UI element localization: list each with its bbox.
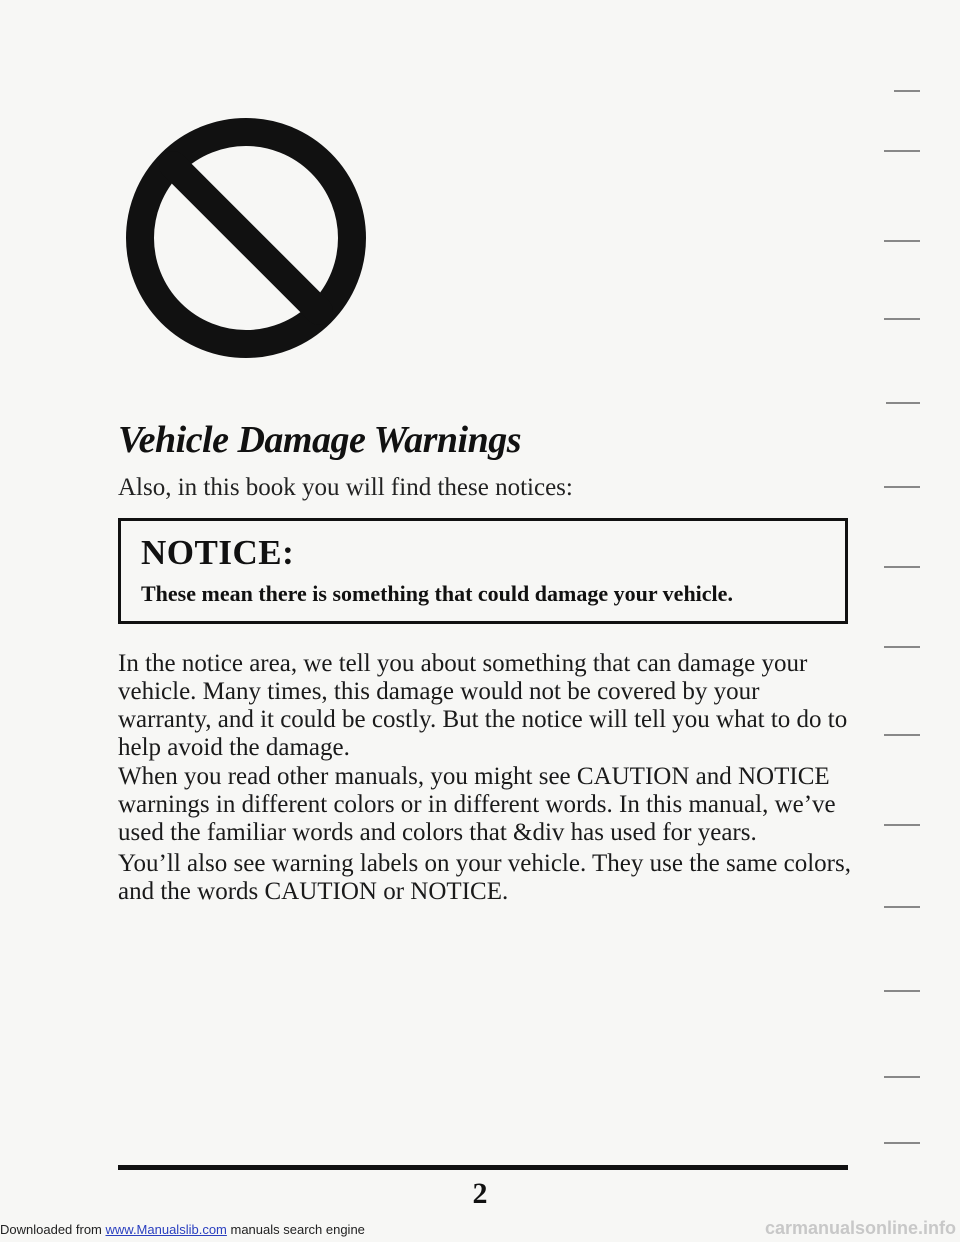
footer-rule [118, 1165, 848, 1170]
manualslib-link[interactable]: www.Manualslib.com [105, 1222, 227, 1237]
section-intro: Also, in this book you will find these notices: [118, 474, 573, 501]
paragraph-other-manuals: When you read other manuals, you might see CAUTION and NOTICE warnings in different colors or in different words. In this manual, we’ve used the familiar words and colors that &div has used for years. [118, 763, 836, 846]
notice-text: These mean there is something that could damage your vehicle. [141, 581, 733, 606]
footer-suffix: manuals search engine [226, 1222, 365, 1237]
section-title: Vehicle Damage Warnings [118, 419, 522, 461]
notice-heading: NOTICE: [141, 533, 295, 572]
page-number: 2 [472, 1177, 488, 1210]
paragraph-notice-area: In the notice area, we tell you about something that can damage your vehicle. Many times, this damage would not be covered by your warranty, and it could be costly. But the notice will tell you what to do to help avoid the damage. [118, 650, 848, 761]
edge-tick-marks [870, 90, 920, 1190]
prohibition-icon [118, 110, 374, 366]
download-footer [0, 1222, 365, 1237]
footer-prefix: Downloaded from [0, 1222, 106, 1237]
paragraph-warning-labels: You’ll also see warning labels on your vehicle. They use the same colors, and the words CAUTION or NOTICE. [118, 850, 851, 905]
watermark-text: carmanualsonline.info [764, 1218, 956, 1238]
notice-box [118, 518, 848, 624]
